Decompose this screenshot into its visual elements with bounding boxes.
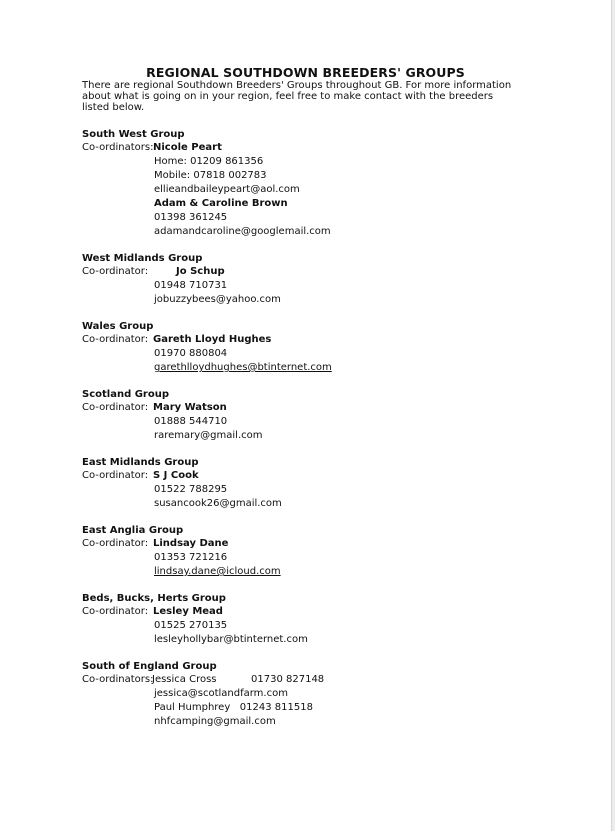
coordinator-name: Jessica Cross: [152, 674, 217, 685]
coordinator-label: Co-ordinators:: [82, 674, 154, 685]
coordinator-label: Co-ordinator:: [82, 538, 149, 549]
coordinator-name: Gareth Lloyd Hughes: [153, 334, 272, 345]
coordinator-name: Lindsay Dane: [153, 538, 229, 549]
coordinator-phone: 01948 710731: [154, 280, 228, 291]
group-heading-south-west: South West Group: [82, 129, 185, 140]
coordinator-name: S J Cook: [153, 470, 199, 481]
coordinator-email: susancook26@gmail.com: [154, 498, 282, 509]
coordinator-phone: 01522 788295: [154, 484, 228, 495]
coordinator-label: Co-ordinator:: [82, 606, 149, 617]
group-heading-beds-bucks-herts: Beds, Bucks, Herts Group: [82, 593, 226, 604]
coordinator-label: Co-ordinators:: [82, 142, 154, 153]
group-heading-scotland: Scotland Group: [82, 389, 170, 400]
coordinator-email: adamandcaroline@googlemail.com: [154, 226, 331, 237]
coordinator-email: nhfcamping@gmail.com: [154, 716, 276, 727]
coordinator-email: jobuzzybees@yahoo.com: [154, 294, 281, 305]
coordinator-name: Nicole Peart: [153, 142, 222, 153]
coordinator-name-phone: Paul Humphrey 01243 811518: [154, 702, 313, 713]
coordinator-phone: 01525 270135: [154, 620, 228, 631]
group-heading-east-anglia: East Anglia Group: [82, 525, 184, 536]
coordinator-label: Co-ordinator:: [82, 402, 149, 413]
coordinator-email: lesleyhollybar@btinternet.com: [154, 634, 308, 645]
coordinator-phone: 01730 827148: [251, 674, 325, 685]
coordinator-phone: 01888 544710: [154, 416, 228, 427]
coordinator-email: raremary@gmail.com: [154, 430, 263, 441]
coordinator-phone: 01398 361245: [154, 212, 228, 223]
coordinator-phone: 01353 721216: [154, 552, 228, 563]
group-heading-west-midlands: West Midlands Group: [82, 253, 203, 264]
coordinator-name: Mary Watson: [153, 402, 227, 413]
coordinator-email-link[interactable]: lindsay.dane@icloud.com: [154, 566, 281, 577]
document-title: REGIONAL SOUTHDOWN BREEDERS' GROUPS: [146, 65, 465, 80]
coordinator-name: Lesley Mead: [153, 606, 223, 617]
intro-paragraph: There are regional Southdown Breeders' Groups throughout GB. For more information about what is going on in your region, feel free to make contact with the breeders listed below.: [82, 80, 512, 113]
coordinator-phone-home: Home: 01209 861356: [154, 156, 264, 167]
coordinator-label: Co-ordinator:: [82, 470, 149, 481]
coordinator-phone-mobile: Mobile: 07818 002783: [154, 170, 267, 181]
group-heading-wales: Wales Group: [82, 321, 154, 332]
coordinator-label: Co-ordinator:: [82, 266, 149, 277]
coordinator-email: jessica@scotlandfarm.com: [154, 688, 288, 699]
coordinator-label: Co-ordinator:: [82, 334, 149, 345]
page-edge: [611, 0, 615, 831]
group-heading-east-midlands: East Midlands Group: [82, 457, 199, 468]
coordinator-email: ellieandbaileypeart@aol.com: [154, 184, 300, 195]
coordinator-name: Jo Schup: [176, 266, 225, 277]
coordinator-name: Adam & Caroline Brown: [154, 198, 288, 209]
group-heading-south-of-england: South of England Group: [82, 661, 217, 672]
coordinator-phone: 01970 880804: [154, 348, 228, 359]
coordinator-email-link[interactable]: garethlloydhughes@btinternet.com: [154, 362, 332, 373]
